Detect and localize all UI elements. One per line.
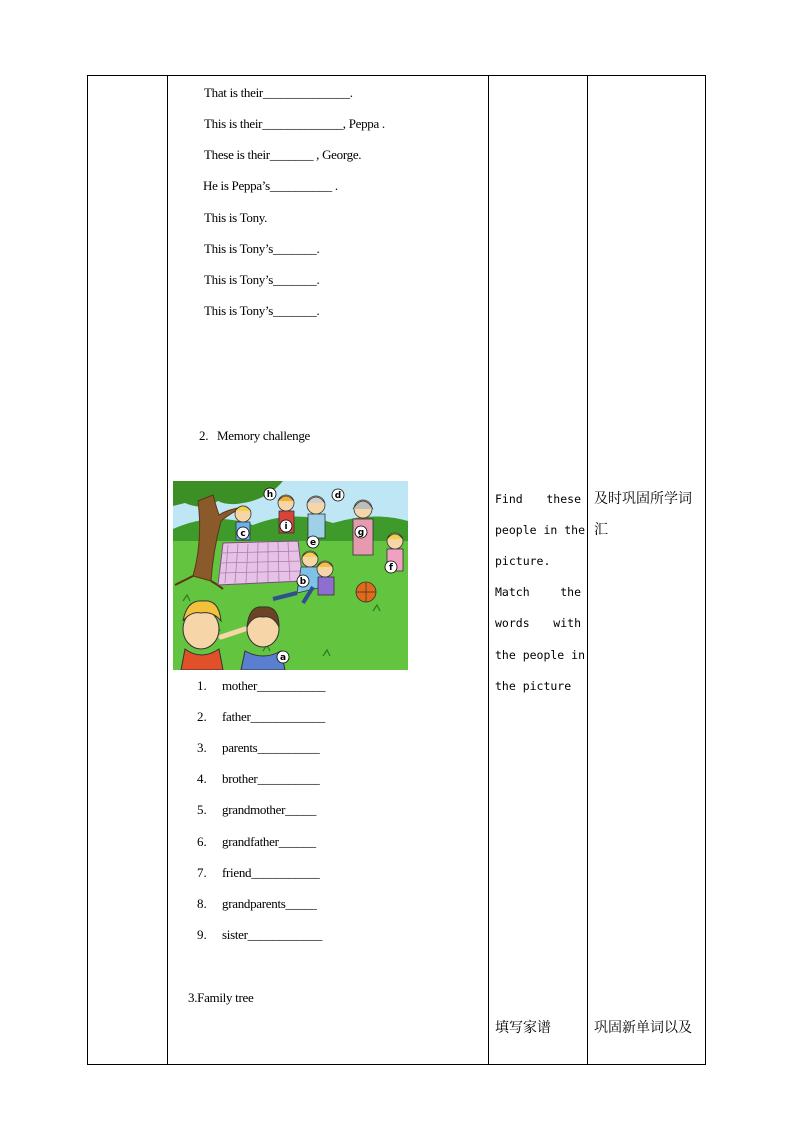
activity-line [495, 616, 581, 630]
activity-line: picture. [495, 554, 551, 568]
picture-label-e: e [309, 538, 317, 548]
fill-line-4: He is Peppa’s__________ . [203, 178, 338, 193]
section-number: 2. [199, 428, 209, 443]
fill-line-2: This is their_____________, Peppa . [204, 116, 385, 131]
word-item: grandmother_____ [222, 802, 317, 817]
activity-word: these [546, 492, 581, 506]
word-item: sister____________ [222, 927, 323, 942]
fill-line-3: These is their_______ , George. [204, 147, 362, 162]
picture-label-f: f [389, 563, 393, 573]
word-item: grandfather______ [222, 834, 316, 849]
picture-label-d: d [334, 491, 342, 501]
picture-label-a: a [279, 653, 287, 663]
column-divider [167, 76, 168, 1064]
picture-label-b: b [299, 577, 307, 587]
picture-label-c: c [240, 529, 246, 539]
word-item: parents__________ [222, 740, 320, 755]
activity-word: with [553, 616, 581, 630]
fill-line-5: This is Tony. [204, 210, 268, 225]
fill-line-1: That is their______________. [204, 85, 353, 100]
word-number: 8. [197, 896, 207, 911]
word-number: 4. [197, 771, 207, 786]
section-title: Memory challenge [217, 428, 311, 443]
purpose-line: 及时巩固所学词 [594, 491, 692, 507]
activity-line: the people in [495, 648, 586, 662]
word-item: father____________ [222, 709, 325, 724]
picnic-family-picture [173, 481, 408, 670]
fill-line-6: This is Tony’s_______. [204, 241, 320, 256]
activity-word: words [495, 616, 530, 630]
family-tree-task: 填写家谱 [495, 1020, 551, 1036]
word-number: 2. [197, 709, 207, 724]
activity-line [495, 585, 581, 599]
word-number: 5. [197, 802, 207, 817]
column-divider [488, 76, 489, 1064]
picture-label-h: h [266, 490, 274, 500]
purpose-line: 汇 [594, 522, 608, 538]
word-number: 3. [197, 740, 207, 755]
column-divider [587, 76, 588, 1064]
family-tree-heading: 3.Family tree [188, 990, 254, 1005]
picture-label-g: g [357, 528, 365, 538]
activity-line: the picture [495, 679, 572, 693]
picture-label-i: i [284, 522, 288, 532]
word-number: 6. [197, 834, 207, 849]
word-item: friend___________ [222, 865, 320, 880]
activity-word: Match [495, 585, 530, 599]
word-number: 9. [197, 927, 207, 942]
activity-word: Find [495, 492, 523, 506]
word-number: 7. [197, 865, 207, 880]
activity-line [495, 492, 581, 506]
fill-line-8: This is Tony’s_______. [204, 303, 320, 318]
word-item: brother__________ [222, 771, 320, 786]
word-number: 1. [197, 678, 207, 693]
fill-line-7: This is Tony’s_______. [204, 272, 320, 287]
activity-line: people in the [495, 523, 586, 537]
activity-word: the [560, 585, 581, 599]
family-tree-purpose: 巩固新单词以及 [594, 1020, 692, 1036]
word-item: grandparents_____ [222, 896, 317, 911]
word-item: mother___________ [222, 678, 326, 693]
